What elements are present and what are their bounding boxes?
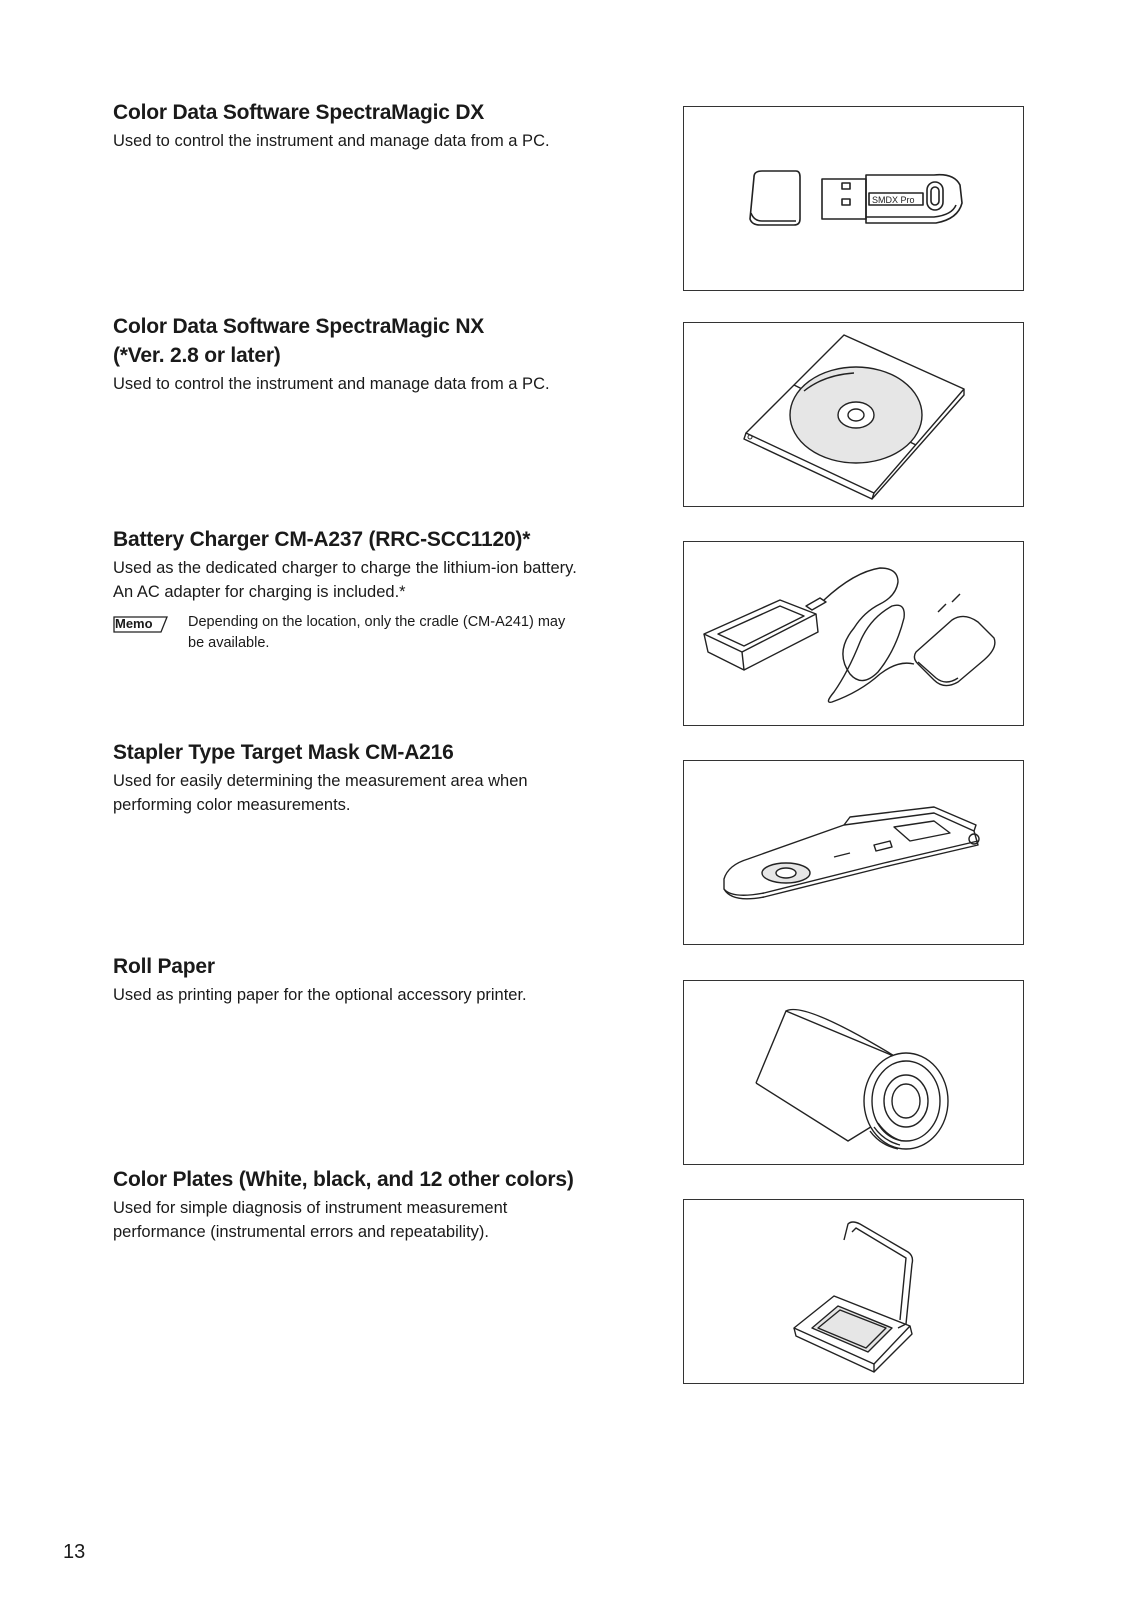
accessory-section-spectramagic-dx bbox=[0, 98, 1134, 288]
section-title bbox=[113, 312, 633, 370]
memo-text bbox=[188, 612, 628, 654]
memo-label: Memo bbox=[115, 616, 153, 631]
section-description-line2: performing color measurements. bbox=[113, 796, 351, 814]
section-title: Battery Charger CM-A237 (RRC-SCC1120)* bbox=[113, 528, 531, 551]
section-title: Color Data Software SpectraMagic DX bbox=[113, 101, 485, 124]
target-mask-illustration bbox=[683, 760, 1024, 945]
page-number: 13 bbox=[63, 1541, 86, 1563]
section-description bbox=[113, 1196, 673, 1244]
section-description-line1: Used for easily determining the measurement area when bbox=[113, 772, 528, 790]
section-description bbox=[113, 556, 673, 604]
section-description bbox=[113, 769, 633, 817]
section-title-line2: (*Ver. 2.8 or later) bbox=[113, 344, 281, 367]
section-description: Used to control the instrument and manage data from a PC. bbox=[113, 132, 550, 150]
accessory-section-spectramagic-nx bbox=[0, 312, 1134, 502]
section-title: Color Plates (White, black, and 12 other colors) bbox=[113, 1168, 574, 1191]
dongle-label-text: SMDX Pro bbox=[872, 195, 915, 205]
section-title: Stapler Type Target Mask CM-A216 bbox=[113, 741, 454, 764]
memo-badge bbox=[113, 616, 163, 631]
section-description-line1: Used as the dedicated charger to charge the lithium-ion battery. bbox=[113, 559, 577, 577]
section-title: Roll Paper bbox=[113, 955, 215, 978]
section-description: Used to control the instrument and manage data from a PC. bbox=[113, 375, 550, 393]
section-description-line2: An AC adapter for charging is included.* bbox=[113, 583, 406, 601]
accessory-section-target-mask bbox=[0, 738, 1134, 928]
section-description: Used as printing paper for the optional accessory printer. bbox=[113, 986, 527, 1004]
section-text bbox=[113, 525, 673, 656]
section-text bbox=[113, 1165, 673, 1244]
memo-text-line1: Depending on the location, only the cradle (CM-A241) may bbox=[188, 614, 566, 630]
roll-paper-illustration bbox=[683, 980, 1024, 1165]
color-plate-case-illustration bbox=[683, 1199, 1024, 1384]
battery-charger-illustration bbox=[683, 541, 1024, 726]
section-description-line2: performance (instrumental errors and repeatability). bbox=[113, 1223, 489, 1241]
memo-note bbox=[113, 612, 673, 656]
accessory-section-battery-charger bbox=[0, 525, 1134, 715]
section-text bbox=[113, 952, 633, 1007]
section-description-line1: Used for simple diagnosis of instrument measurement bbox=[113, 1199, 508, 1217]
usb-dongle-illustration bbox=[683, 106, 1024, 291]
accessory-section-color-plates bbox=[0, 1165, 1134, 1355]
section-title-line1: Color Data Software SpectraMagic NX bbox=[113, 315, 485, 338]
accessory-section-roll-paper bbox=[0, 952, 1134, 1142]
section-text bbox=[113, 738, 633, 817]
memo-text-line2: be available. bbox=[188, 635, 270, 651]
section-text bbox=[113, 98, 633, 153]
section-text bbox=[113, 312, 633, 396]
cd-case-illustration bbox=[683, 322, 1024, 507]
